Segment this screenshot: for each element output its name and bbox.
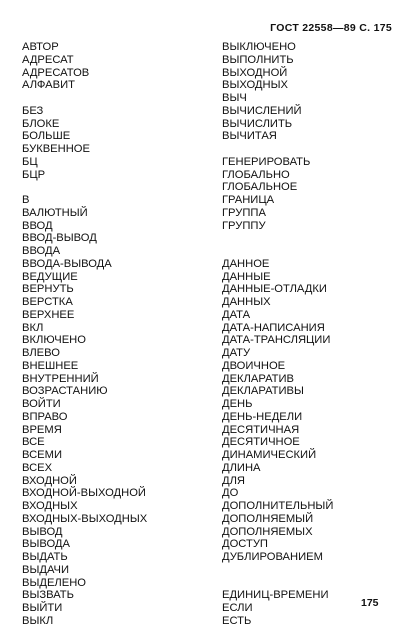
keyword-entry: ВОЗРАСТАНИЮ bbox=[22, 385, 108, 398]
keyword-entry: ГЛОБАЛЬНОЕ bbox=[222, 181, 298, 194]
keyword-entry: ДАННЫХ bbox=[222, 296, 271, 308]
keyword-entry: ВХОДНЫХ-ВЫХОДНЫХ bbox=[22, 512, 148, 525]
keyword-entry: ВЫЧИСЛЕНИЙ bbox=[222, 104, 302, 117]
keyword-entry: ЕСТЬ bbox=[222, 614, 252, 627]
blank-line bbox=[222, 143, 402, 156]
keyword-entry: ДОСТУП bbox=[222, 538, 268, 551]
keyword-entry: ВЫХОДНЫХ bbox=[222, 79, 288, 92]
keyword-entry: ВЕРХНЕЕ bbox=[22, 308, 75, 321]
page-number: 175 bbox=[361, 597, 379, 609]
keyword-entry: ВЫВОД bbox=[22, 525, 63, 538]
blank-line bbox=[222, 245, 402, 258]
keyword-entry: ЕСЛИ bbox=[222, 602, 253, 614]
keyword-entry: БЦ bbox=[22, 155, 38, 168]
keyword-entry: ДОПОЛНЯЕМЫХ bbox=[222, 525, 313, 538]
right-word-column bbox=[222, 41, 402, 628]
keyword-entry: ВНУТРЕННИЙ bbox=[22, 372, 99, 385]
keyword-entry: ВЫЧ bbox=[222, 92, 247, 104]
keyword-entry: БЕЗ bbox=[22, 104, 44, 117]
keyword-entry: ВХОДНОЙ-ВЫХОДНОЙ bbox=[22, 487, 146, 500]
keyword-entry: ВРЕМЯ bbox=[22, 423, 62, 436]
keyword-entry: ВЛЕВО bbox=[22, 347, 60, 359]
keyword-entry: ВЫКЛ bbox=[22, 614, 54, 627]
keyword-entry: ДЕНЬ-НЕДЕЛИ bbox=[222, 410, 303, 423]
keyword-entry: ДЕНЬ bbox=[222, 398, 253, 410]
keyword-entry: ДИНАМИЧЕСКИЙ bbox=[222, 449, 317, 461]
keyword-entry: ДАННЫЕ bbox=[222, 270, 271, 283]
keyword-entry: ДЕКЛАРАТИВЫ bbox=[222, 385, 304, 398]
keyword-entry: ДОПОЛНИТЕЛЬНЫЙ bbox=[222, 500, 334, 512]
keyword-entry: ВЫДАЧИ bbox=[22, 563, 70, 576]
keyword-entry: БЦР bbox=[22, 168, 46, 181]
keyword-entry: ЕДИНИЦ-ВРЕМЕНИ bbox=[222, 589, 329, 602]
keyword-entry: ДАННЫЕ-ОТЛАДКИ bbox=[222, 283, 327, 296]
keyword-entry: ДЕКЛАРАТИВ bbox=[222, 372, 294, 385]
keyword-entry: В bbox=[22, 194, 30, 206]
keyword-entry: ДВОИЧНОЕ bbox=[222, 359, 286, 372]
keyword-entry: АВТОР bbox=[22, 41, 59, 53]
keyword-entry: ВХОДНЫХ bbox=[22, 500, 78, 512]
keyword-entry: АДРЕСАТОВ bbox=[22, 66, 90, 79]
keyword-entry: ВЕРСТКА bbox=[22, 296, 73, 308]
keyword-entry: ДЕСЯТИЧНОЕ bbox=[222, 436, 300, 449]
keyword-entry: БЛОКЕ bbox=[22, 117, 60, 130]
keyword-entry: ВКЛЮЧЕНО bbox=[22, 334, 86, 347]
keyword-entry: ВАЛЮТНЫЙ bbox=[22, 206, 88, 219]
keyword-entry: ДАТУ bbox=[222, 347, 251, 359]
keyword-entry: ГРУППА bbox=[222, 206, 266, 219]
keyword-entry: ВЫКЛЮЧЕНО bbox=[222, 41, 296, 53]
blank-line bbox=[22, 92, 202, 105]
keyword-entry: ВСЕМИ bbox=[22, 449, 62, 461]
keyword-entry: ДЛЯ bbox=[222, 474, 245, 487]
keyword-entry: ГЛОБАЛЬНО bbox=[222, 168, 290, 181]
keyword-entry: ДЕСЯТИЧНАЯ bbox=[222, 423, 300, 436]
keyword-entry: ВЕРНУТЬ bbox=[22, 283, 74, 296]
keyword-entry: ДАТА bbox=[222, 308, 251, 321]
keyword-entry: ВКЛ bbox=[22, 321, 44, 334]
keyword-entry: ГЕНЕРИРОВАТЬ bbox=[222, 155, 311, 168]
keyword-entry: ВЫХОДНОЙ bbox=[222, 66, 288, 79]
keyword-entry: ВЫЗВАТЬ bbox=[22, 589, 74, 602]
keyword-entry: ДАТА-НАПИСАНИЯ bbox=[222, 321, 325, 334]
keyword-entry: ВЫЧИСЛИТЬ bbox=[222, 117, 293, 130]
keyword-entry: ВПРАВО bbox=[22, 410, 68, 423]
keyword-entry: АЛФАВИТ bbox=[22, 79, 75, 92]
keyword-entry: ВВОДА-ВЫВОДА bbox=[22, 257, 112, 270]
keyword-entry: ДО bbox=[222, 487, 239, 500]
keyword-entry: ВЫПОЛНИТЬ bbox=[222, 53, 294, 66]
keyword-entry: ВЫЧИТАЯ bbox=[222, 130, 277, 143]
left-word-column bbox=[22, 41, 202, 628]
keyword-entry: ДАННОЕ bbox=[222, 257, 270, 270]
page-header: ГОСТ 22558—89 С. 175 bbox=[270, 22, 392, 34]
blank-line bbox=[222, 564, 402, 577]
blank-line bbox=[222, 577, 402, 590]
keyword-entry: ВЕДУЩИЕ bbox=[22, 270, 78, 283]
keyword-entry: АДРЕСАТ bbox=[22, 53, 74, 66]
keyword-entry: БУКВЕННОЕ bbox=[22, 143, 90, 155]
keyword-entry: ДУБЛИРОВАНИЕМ bbox=[222, 551, 323, 563]
keyword-entry: ВЫДЕЛЕНО bbox=[22, 576, 86, 589]
blank-line bbox=[22, 181, 202, 194]
keyword-entry: ГРУППУ bbox=[222, 219, 266, 232]
blank-line bbox=[222, 232, 402, 245]
keyword-entry: ВОЙТИ bbox=[22, 398, 61, 410]
keyword-entry: ДОПОЛНЯЕМЫЙ bbox=[222, 512, 314, 525]
keyword-entry: ВЫЙТИ bbox=[22, 602, 63, 614]
keyword-entry: ВХОДНОЙ bbox=[22, 474, 77, 487]
keyword-entry: БОЛЬШЕ bbox=[22, 130, 71, 143]
keyword-entry: ВВОД bbox=[22, 219, 53, 232]
keyword-entry: ДАТА-ТРАНСЛЯЦИИ bbox=[222, 334, 331, 347]
keyword-entry: ВЫДАТЬ bbox=[22, 551, 68, 563]
keyword-entry: ВНЕШНЕЕ bbox=[22, 359, 79, 372]
keyword-entry: ДЛИНА bbox=[222, 461, 261, 474]
keyword-entry: ВЫВОДА bbox=[22, 538, 70, 551]
keyword-entry: ВВОД-ВЫВОД bbox=[22, 232, 97, 245]
keyword-entry: ВВОДА bbox=[22, 245, 61, 257]
keyword-entry: ВСЕХ bbox=[22, 461, 53, 474]
keyword-entry: ВСЕ bbox=[22, 436, 45, 449]
keyword-entry: ГРАНИЦА bbox=[222, 194, 275, 206]
